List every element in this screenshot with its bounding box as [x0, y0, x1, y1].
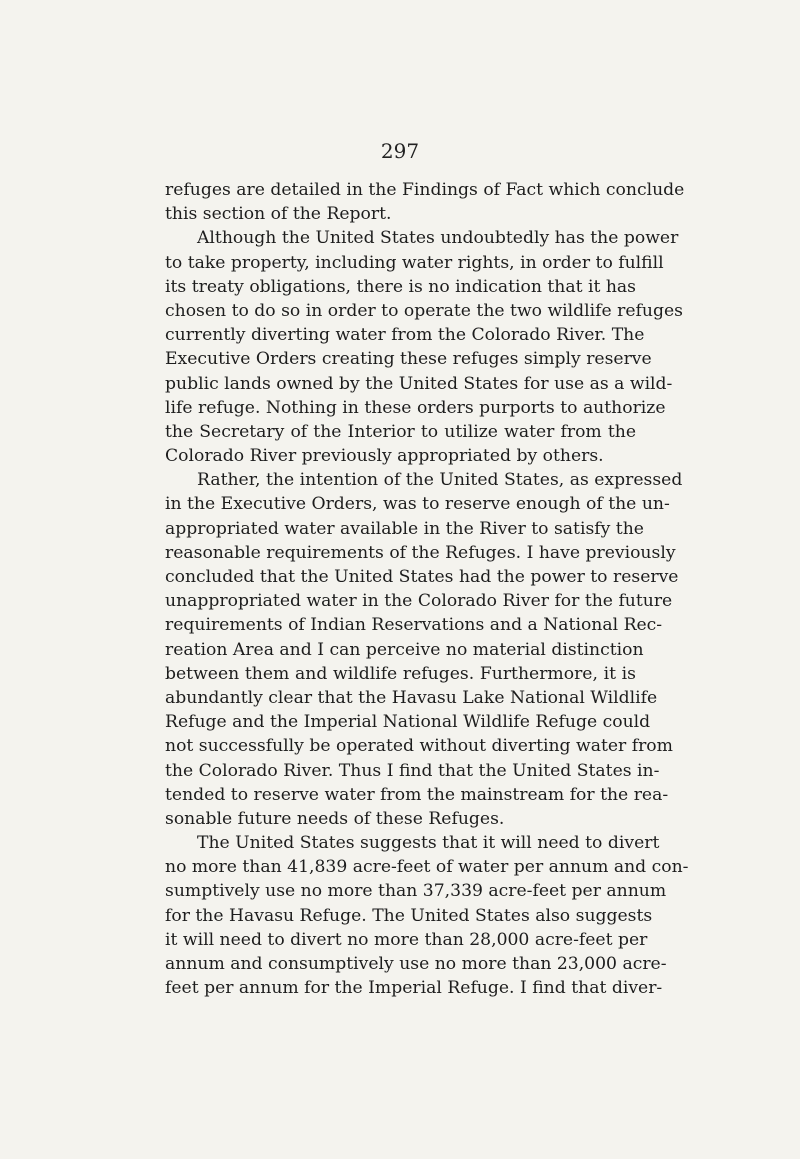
text-line: The United States suggests that it will need to divert: [197, 833, 660, 854]
text-line: it will need to divert no more than 28,000 acre-feet per: [165, 929, 648, 950]
text-line: currently diverting water from the Colorado River. The: [165, 325, 645, 346]
text-line: sonable future needs of these Refuges.: [165, 808, 505, 829]
text-line: Executive Orders creating these refuges simply reserve: [165, 349, 652, 370]
page-number: 297: [380, 139, 420, 163]
text-line: Colorado River previously appropriated by others.: [165, 446, 604, 467]
text-line: concluded that the United States had the power to reserve: [165, 567, 679, 587]
text-line: appropriated water available in the River to satisfy the: [165, 518, 644, 539]
text-line: its treaty obligations, there is no indication that it has: [165, 276, 636, 297]
text-line: reasonable requirements of the Refuges. I have previously: [165, 542, 676, 563]
text-line: to take property, including water rights, in order to fulfill: [165, 252, 664, 273]
text-line: Although the United States undoubtedly has the power: [197, 228, 679, 249]
text-line: tended to reserve water from the mainstream for the rea-: [165, 784, 669, 805]
text-line: feet per annum for the Imperial Refuge. I find that diver-: [165, 978, 663, 999]
text-line: unappropriated water in the Colorado River for the future: [165, 591, 673, 612]
text-line: reation Area and I can perceive no material distinction: [165, 639, 644, 660]
text-line: not successfully be operated without diverting water from: [165, 736, 673, 757]
text-line: annum and consumptively use no more than 23,000 acre-: [165, 954, 667, 974]
body-text: [165, 178, 689, 1000]
text-line: abundantly clear that the Havasu Lake National Wildlife: [165, 687, 658, 708]
text-line: Refuge and the Imperial National Wildlife Refuge could: [165, 712, 651, 733]
text-line: the Colorado River. Thus I find that the United States in-: [165, 760, 660, 781]
text-line: this section of the Report.: [165, 204, 392, 225]
text-line: public lands owned by the United States for use as a wild-: [165, 373, 673, 394]
text-line: Rather, the intention of the United States, as expressed: [197, 470, 683, 491]
text-line: in the Executive Orders, was to reserve enough of the un-: [165, 494, 670, 515]
text-line: between them and wildlife refuges. Furthermore, it is: [165, 663, 636, 684]
text-line: chosen to do so in order to operate the two wildlife refuges: [165, 300, 683, 321]
text-line: requirements of Indian Reservations and a National Rec-: [165, 615, 663, 636]
text-line: life refuge. Nothing in these orders purports to authorize: [165, 397, 666, 418]
text-line: sumptively use no more than 37,339 acre-feet per annum: [165, 881, 667, 902]
text-line: for the Havasu Refuge. The United States also suggests: [165, 905, 653, 926]
text-line: refuges are detailed in the Findings of Fact which conclude: [165, 180, 685, 200]
text-line: the Secretary of the Interior to utilize water from the: [165, 421, 636, 442]
text-line: no more than 41,839 acre-feet of water per annum and con-: [165, 857, 689, 878]
